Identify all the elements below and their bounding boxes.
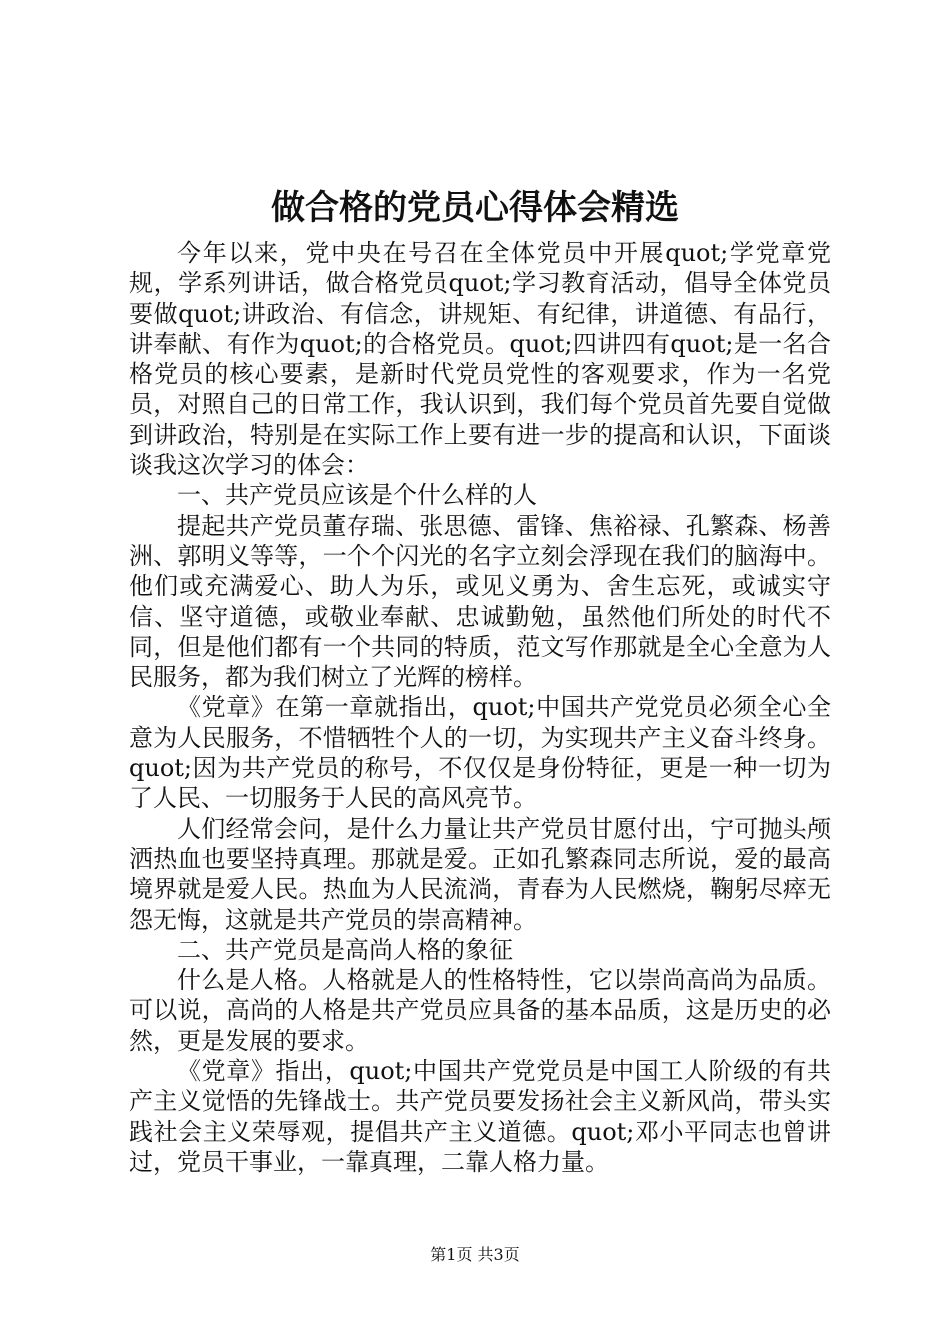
paragraph-love-for-people: 人们经常会问，是什么力量让共产党员甘愿付出，宁可抛头颅洒热血也要坚持真理。那就是爱。正如孔繁森同志所说，爱的最高境界就是爱人民。热血为人民流淌，青春为人民燃烧，鞠躬尽瘁无怨无悔，这就是共产党员的崇高精神。	[129, 814, 831, 934]
page-number: 第1页 共3页	[430, 1245, 520, 1264]
paragraph-role-models: 提起共产党员董存瑞、张思德、雷锋、焦裕禄、孔繁森、杨善洲、郭明义等等，一个个闪光的名字立刻会浮现在我们的脑海中。他们或充满爱心、助人为乐，或见义勇为、舍生忘死，或诚实守信、坚守道德，或敬业奉献、忠诚勤勉，虽然他们所处的时代不同，但是他们都有一个共同的特质，范文写作那就是全心全意为人民服务，都为我们树立了光辉的榜样。	[129, 511, 831, 692]
paragraph-party-constitution-1: 《党章》在第一章就指出，quot;中国共产党党员必须全心全意为人民服务，不惜牺牲个人的一切，为实现共产主义奋斗终身。quot;因为共产党员的称号，不仅仅是身份特征，更是一种一切为了人民、一切服务于人民的高风亮节。	[129, 693, 831, 813]
paragraph-party-constitution-2: 《党章》指出，quot;中国共产党党员是中国工人阶级的有共产主义觉悟的先锋战士。共产党员要发扬社会主义新风尚，带头实践社会主义荣辱观，提倡共产主义道德。quot;邓小平同志也曾讲过，党员干事业，一靠真理，二靠人格力量。	[129, 1057, 831, 1176]
section-heading-1: 一、共产党员应该是个什么样的人	[177, 481, 537, 510]
section-heading-2: 二、共产党员是高尚人格的象征	[177, 935, 513, 964]
paragraph-intro: 今年以来，党中央在号召在全体党员中开展quot;学党章党规，学系列讲话，做合格党员quot;学习教育活动，倡导全体党员要做quot;讲政治、有信念，讲规矩、有纪律，讲道德、有品行，讲奉献、有作为quot;的合格党员。quot;四讲四有quot;是一名合格党员的核心要素，是新时代党员党性的客观要求，作为一名党员，对照自己的日常工作，我认识到，我们每个党员首先要自觉做到讲政治，特别是在实际工作上要有进一步的提高和认识，下面谈谈我这次学习的体会：	[129, 239, 831, 480]
paragraph-personality: 什么是人格。人格就是人的性格特性，它以崇尚高尚为品质。可以说，高尚的人格是共产党员应具备的基本品质，这是历史的必然，更是发展的要求。	[129, 966, 831, 1055]
document-body	[129, 238, 831, 1177]
document-title: 做合格的党员心得体会精选	[271, 188, 679, 228]
